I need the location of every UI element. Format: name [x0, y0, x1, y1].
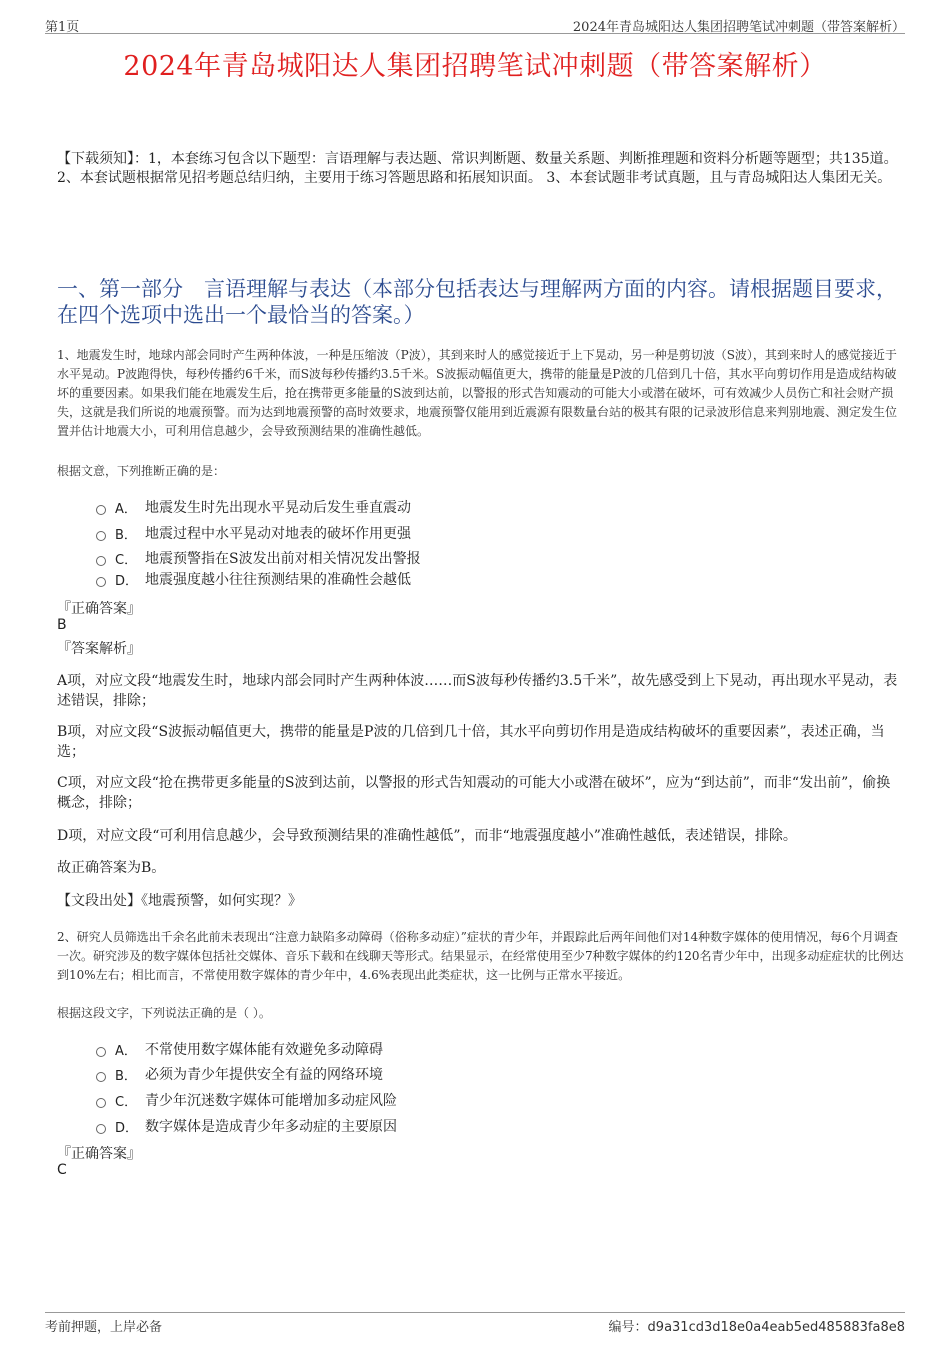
option-text: 必须为青少年提供安全有益的网络环境 — [145, 1067, 383, 1083]
radio-icon[interactable] — [96, 1072, 106, 1082]
radio-icon[interactable] — [96, 556, 106, 566]
q1-option-d[interactable] — [96, 569, 411, 589]
radio-icon[interactable] — [96, 531, 106, 541]
radio-icon[interactable] — [96, 1047, 106, 1057]
q2-option-b[interactable] — [96, 1064, 383, 1084]
option-text: 地震强度越小往往预测结果的准确性会越低 — [145, 572, 411, 588]
page-header — [45, 14, 905, 34]
option-letter: D． — [115, 573, 139, 589]
option-text: 地震过程中水平晃动对地表的破坏作用更强 — [145, 526, 411, 542]
option-letter: C． — [115, 552, 138, 568]
footer-code — [609, 1316, 905, 1335]
q1-source: 【文段出处】《地震预警，如何实现？》 — [57, 893, 302, 909]
section-heading: 一、第一部分 言语理解与表达（本部分包括表达与理解两方面的内容。请根据题目要求，在四个选项中选出一个最恰当的答案。） — [57, 277, 897, 327]
option-letter: B． — [115, 527, 137, 543]
q1-answer-label: 『正确答案』 — [57, 601, 141, 617]
q2-stem: 根据这段文字，下列说法正确的是（ ）。 — [57, 1006, 271, 1020]
q1-option-a[interactable] — [96, 497, 411, 517]
q1-answer: B — [57, 617, 67, 633]
q1-analysis-b: B项，对应文段“S波振动幅值更大，携带的能量是P波的几倍到几十倍，其水平向剪切作用是造成结构破坏的重要因素”，表述正确，当选； — [57, 724, 885, 760]
radio-icon[interactable] — [96, 1124, 106, 1134]
page-title: 2024年青岛城阳达人集团招聘笔试冲刺题（带答案解析） — [123, 51, 827, 82]
radio-icon[interactable] — [96, 1098, 106, 1108]
option-text: 不常使用数字媒体能有效避免多动障碍 — [145, 1042, 383, 1058]
q1-option-b[interactable] — [96, 523, 411, 543]
option-letter: A． — [115, 501, 137, 517]
download-notice: 【下载须知】：1，本套练习包含以下题型：言语理解与表达题、常识判断题、数量关系题、判断推理题和资料分析题等题型；共135道。 2、本套试题根据常见招考题总结归纳，主要用于练习答题思路和拓展知识面。 3、本套试题非考试真题，且与青岛城阳达人集团无关。 — [57, 151, 898, 186]
radio-icon[interactable] — [96, 577, 106, 587]
option-text: 青少年沉迷数字媒体可能增加多动症风险 — [145, 1093, 397, 1109]
option-text: 地震发生时先出现水平晃动后发生垂直震动 — [145, 500, 411, 516]
q1-stem: 根据文意，下列推断正确的是： — [57, 464, 226, 478]
q2-option-a[interactable] — [96, 1039, 383, 1059]
q2-option-d[interactable] — [96, 1116, 397, 1136]
header-doc-title: 2024年青岛城阳达人集团招聘笔试冲刺题（带答案解析） — [572, 20, 905, 35]
radio-icon[interactable] — [96, 505, 106, 515]
q1-analysis-label: 『答案解析』 — [57, 641, 141, 657]
q2-answer-label: 『正确答案』 — [57, 1146, 141, 1162]
page-number: 第1页 — [45, 20, 80, 35]
page-footer — [45, 1312, 905, 1334]
q1-analysis-d: D项，对应文段“可利用信息越少，会导致预测结果的准确性越低”，而非“地震强度越小”准确性越低，表述错误，排除。 — [57, 828, 797, 844]
q2-passage: 2、研究人员筛选出千余名此前未表现出“注意力缺陷多动障碍（俗称多动症）”症状的青少年，并跟踪此后两年间他们对14种数字媒体的使用情况，每6个月调查一次。研究涉及的数字媒体包括社交媒体、音乐下载和在线聊天等形式。结果显示，在经常使用至少7种数字媒体的约120名青少年中，出现多动症症状的比例达到10%左右；相比而言，不常使用数字媒体的青少年中，4.6%表现出此类症状，这一比例与正常水平接近。 — [57, 930, 904, 982]
footer-slogan: 考前押题，上岸必备 — [45, 1320, 163, 1335]
option-text: 数字媒体是造成青少年多动症的主要原因 — [145, 1119, 397, 1135]
option-letter: B． — [115, 1068, 137, 1084]
q1-analysis-c: C项，对应文段“抢在携带更多能量的S波到达前，以警报的形式告知震动的可能大小或潜在破坏”，应为“到达前”，而非“发出前”，偷换概念，排除； — [57, 775, 891, 811]
q2-answer: C — [57, 1162, 67, 1178]
q2-option-c[interactable] — [96, 1090, 397, 1110]
option-text: 地震预警指在S波发出前对相关情况发出警报 — [145, 551, 421, 567]
footer-code-label: 编号： — [608, 1320, 648, 1335]
q1-analysis-a: A项，对应文段“地震发生时，地球内部会同时产生两种体波……而S波每秒传播约3.5千米”，故先感受到上下晃动，再出现水平晃动，表述错误，排除； — [57, 673, 898, 709]
option-letter: D． — [115, 1120, 139, 1136]
option-letter: A． — [115, 1043, 137, 1059]
q1-conclusion: 故正确答案为B。 — [57, 860, 166, 876]
footer-code-value: d9a31cd3d18e0a4eab5ed485883fa8e8 — [647, 1320, 905, 1335]
option-letter: C． — [115, 1094, 138, 1110]
q1-passage: 1、地震发生时，地球内部会同时产生两种体波，一种是压缩波（P波），其到来时人的感觉接近于上下晃动，另一种是剪切波（S波），其到来时人的感觉接近于水平晃动。P波跑得快，每秒传播约6千米，而S波每秒传播约3.5千米。S波振动幅值更大，携带的能量是P波的几倍到几十倍，其水平向剪切作用是造成结构破坏的重要因素。如果我们能在地震发生后，抢在携带更多能量的S波到达前，以警报的形式告知震动的可能大小或潜在破坏，可有效减少人员伤亡和社会财产损失，这就是我们所说的地震预警。而为达到地震预警的高时效要求，地震预警仅能用到近震源有限数量台站的极其有限的记录波形信息来判别地震、测定发生位置并估计地震大小，可利用信息越少，会导致预测结果的准确性越低。 — [57, 348, 898, 438]
q1-option-c[interactable] — [96, 548, 421, 568]
